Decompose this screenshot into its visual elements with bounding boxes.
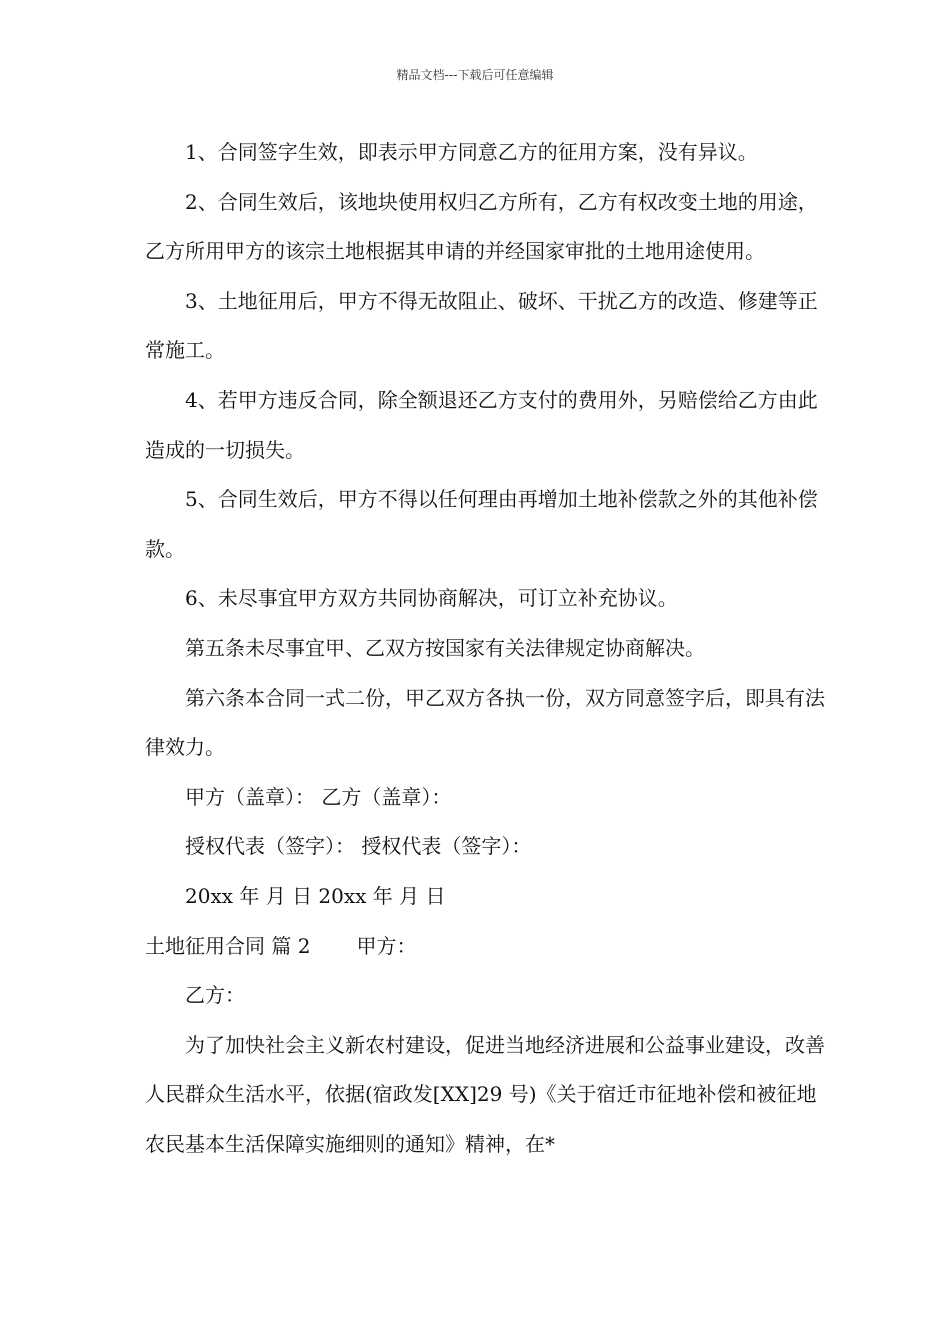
representative-line: 授权代表（签字）： 授权代表（签字）：	[185, 834, 532, 859]
date-line: 20xx 年 月 日 20xx 年 月 日	[185, 883, 446, 908]
clause-5: 5、合同生效后，甲方不得以任何理由再增加土地补偿款之外的其他补偿款。	[145, 487, 818, 561]
seal-line: 甲方（盖章）： 乙方（盖章）：	[185, 784, 452, 809]
document-body	[145, 128, 825, 1169]
clause-2: 2、合同生效后，该地块使用权归乙方所有，乙方有权改变土地的用途，乙方所用甲方的该宗土地根据其申请的并经国家审批的土地用途使用。	[145, 189, 818, 264]
party-b-label: 乙方：	[185, 983, 245, 1008]
section-2-title-line	[145, 922, 825, 972]
article-5: 第五条未尽事宜甲、乙双方按国家有关法律规定协商解决。	[185, 635, 705, 660]
section-2-title: 土地征用合同 篇 2	[145, 933, 311, 958]
clause-1: 1、合同签字生效，即表示甲方同意乙方的征用方案，没有异议。	[185, 140, 758, 164]
clause-4: 4、若甲方违反合同，除全额退还乙方支付的费用外，另赔偿给乙方由此造成的一切损失。	[145, 387, 818, 462]
article-6: 第六条本合同一式二份，甲乙双方各执一份，双方同意签字后，即具有法律效力。	[145, 685, 825, 760]
section-2-intro: 为了加快社会主义新农村建设，促进当地经济进展和公益事业建设，改善人民群众生活水平，依据(宿政发[XX]29 号)《关于宿迁市征地补偿和被征地农民基本生活保障实施细则的通知》精神，在*	[145, 1032, 825, 1156]
clause-3: 3、土地征用后，甲方不得无故阻止、破坏、干扰乙方的改造、修建等正常施工。	[145, 288, 818, 363]
page-header: 精品文档---下载后可任意编辑	[396, 68, 554, 82]
party-a-label: 甲方：	[356, 933, 417, 958]
clause-6: 6、未尽事宜甲方双方共同协商解决，可订立补充协议。	[185, 586, 678, 611]
